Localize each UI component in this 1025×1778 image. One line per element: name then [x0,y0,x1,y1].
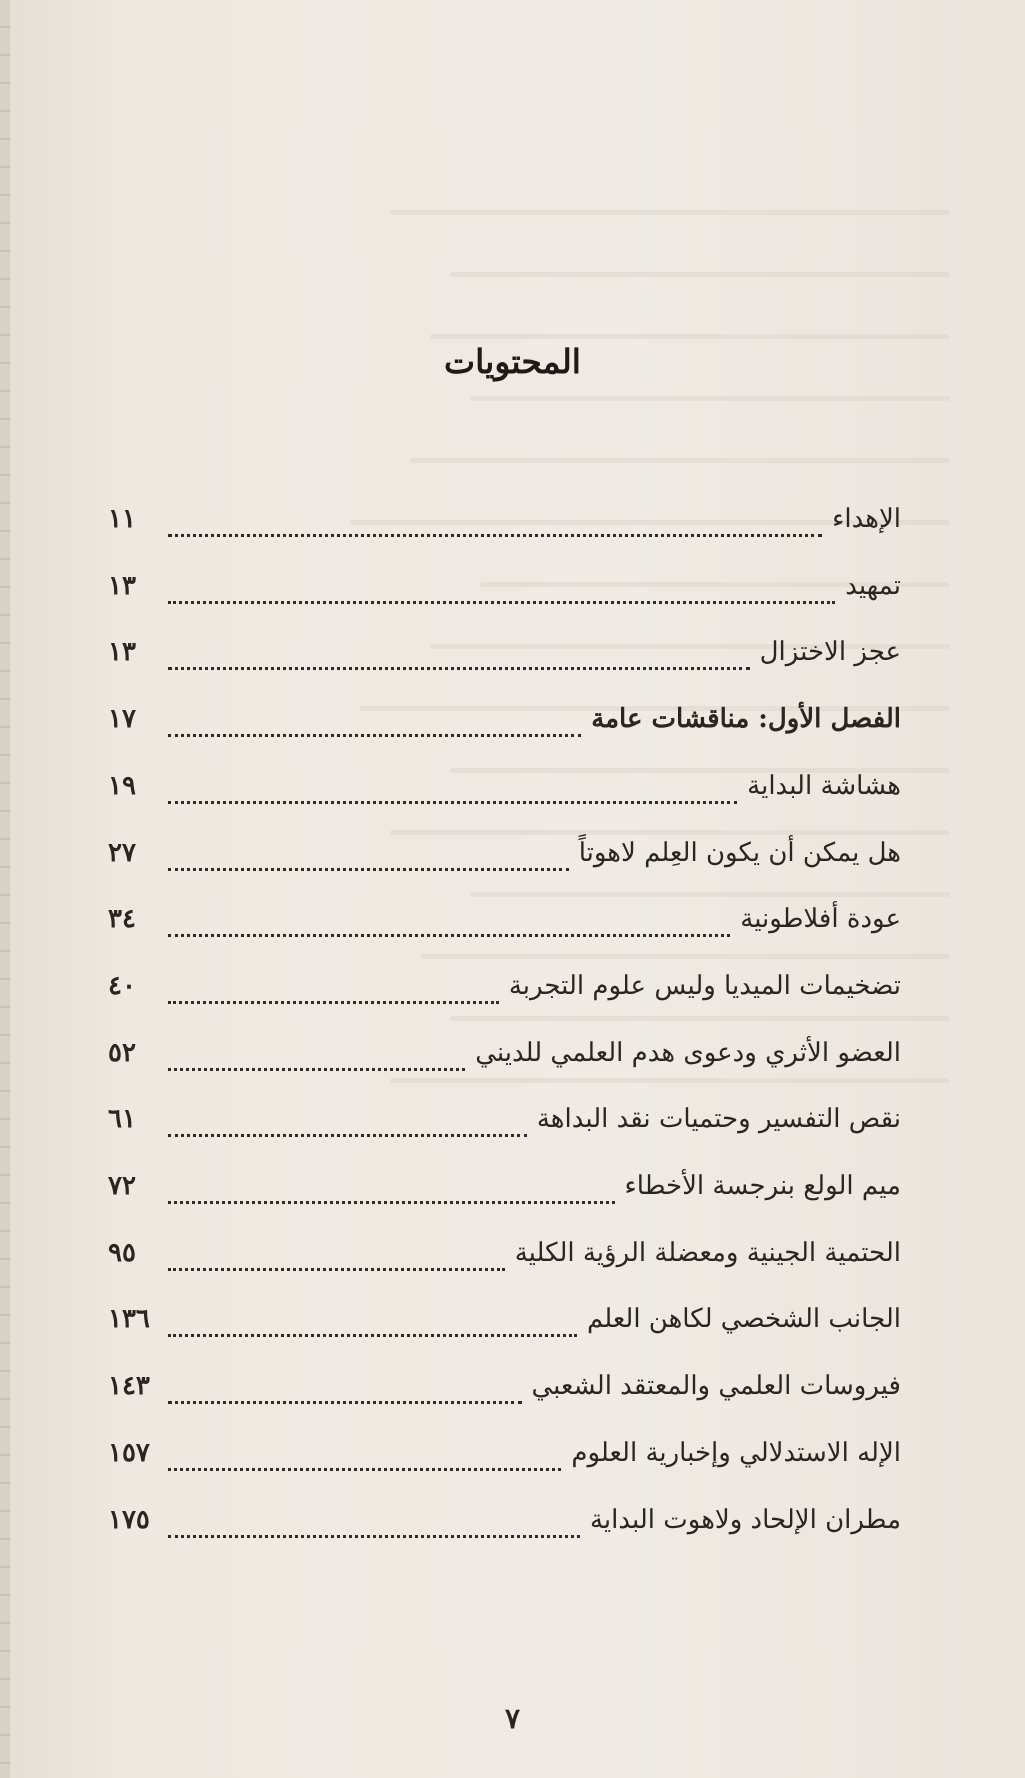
toc-entry-page-number: ١٤٣ [108,1371,150,1401]
toc-entry-page-number: ٧٢ [108,1171,136,1201]
toc-entry-title: ميم الولع بنرجسة الأخطاء [624,1171,901,1201]
toc-entry-title: نقص التفسير وحتميات نقد البداهة [536,1104,901,1134]
toc-entry-page-number: ١٣ [108,637,136,667]
toc-entry-title: الإهداء [832,504,901,534]
toc-entry [108,1038,901,1082]
toc-entry [108,838,901,882]
dot-leader [168,667,750,670]
toc-entry-title: هل يمكن أن يكون العِلم لاهوتاً [578,838,901,868]
toc-entry [108,1438,901,1482]
toc-entry-title: هشاشة البداية [747,771,901,801]
toc-entry-page-number: ٩٥ [108,1238,136,1268]
toc-entry-page-number: ٣٤ [108,904,136,934]
dot-leader [168,1535,580,1538]
page-title: المحتويات [444,342,581,381]
toc-entry [108,771,901,815]
toc-entry [108,1238,901,1282]
toc-entry-title: فيروسات العلمي والمعتقد الشعبي [531,1371,901,1401]
toc-entry-title: الجانب الشخصي لكاهن العلم [586,1304,901,1334]
dot-leader [168,734,581,737]
dot-leader [168,1068,465,1071]
toc-entry-page-number: ١٧ [108,704,136,734]
dot-leader [168,534,822,537]
toc-entry [108,1505,901,1549]
toc-entry-title: الفصل الأول: مناقشات عامة [591,704,901,734]
toc-entry-page-number: ١٧٥ [108,1505,150,1535]
dot-leader [168,1468,561,1471]
toc-entry-title: عودة أفلاطونية [740,904,901,934]
dot-leader [168,1001,499,1004]
toc-entry-page-number: ٢٧ [108,838,136,868]
toc-entry-title: الحتمية الجينية ومعضلة الرؤية الكلية [514,1238,901,1268]
toc-entry-page-number: ٤٠ [108,971,136,1001]
toc-entry [108,571,901,615]
toc-entry-page-number: ١١ [108,504,136,534]
toc-entry-page-number: ١٥٧ [108,1438,150,1468]
dot-leader [168,934,730,937]
dot-leader [168,1401,522,1404]
toc-entry [108,1304,901,1348]
toc-entry-title: مطران الإلحاد ولاهوت البداية [589,1505,901,1535]
toc-entry [108,504,901,548]
toc-entry-title: تمهيد [845,571,901,601]
dot-leader [168,868,569,871]
toc-entry-page-number: ١٣ [108,571,136,601]
toc-entry [108,704,901,748]
toc-entry-page-number: ٥٢ [108,1038,136,1068]
page-number: ٧ [504,1702,521,1735]
toc-entry-title: تضخيمات الميديا وليس علوم التجربة [508,971,901,1001]
toc-entry [108,637,901,681]
toc-entry [108,904,901,948]
dot-leader [168,1268,505,1271]
toc-entry-page-number: ١٩ [108,771,136,801]
dot-leader [168,1201,615,1204]
dot-leader [168,601,835,604]
toc-entry-title: العضو الأثري ودعوى هدم العلمي للديني [475,1038,901,1068]
toc-entry [108,971,901,1015]
toc-entry [108,1171,901,1215]
dot-leader [168,801,737,804]
dot-leader [168,1334,577,1337]
toc-entry [108,1371,901,1415]
toc-entry-title: عجز الاختزال [759,637,901,667]
dot-leader [168,1134,527,1137]
toc-entry [108,1104,901,1148]
toc-entry-page-number: ١٣٦ [108,1304,150,1334]
toc-entry-page-number: ٦١ [108,1104,136,1134]
toc-entry-title: الإله الاستدلالي وإخبارية العلوم [571,1438,901,1468]
